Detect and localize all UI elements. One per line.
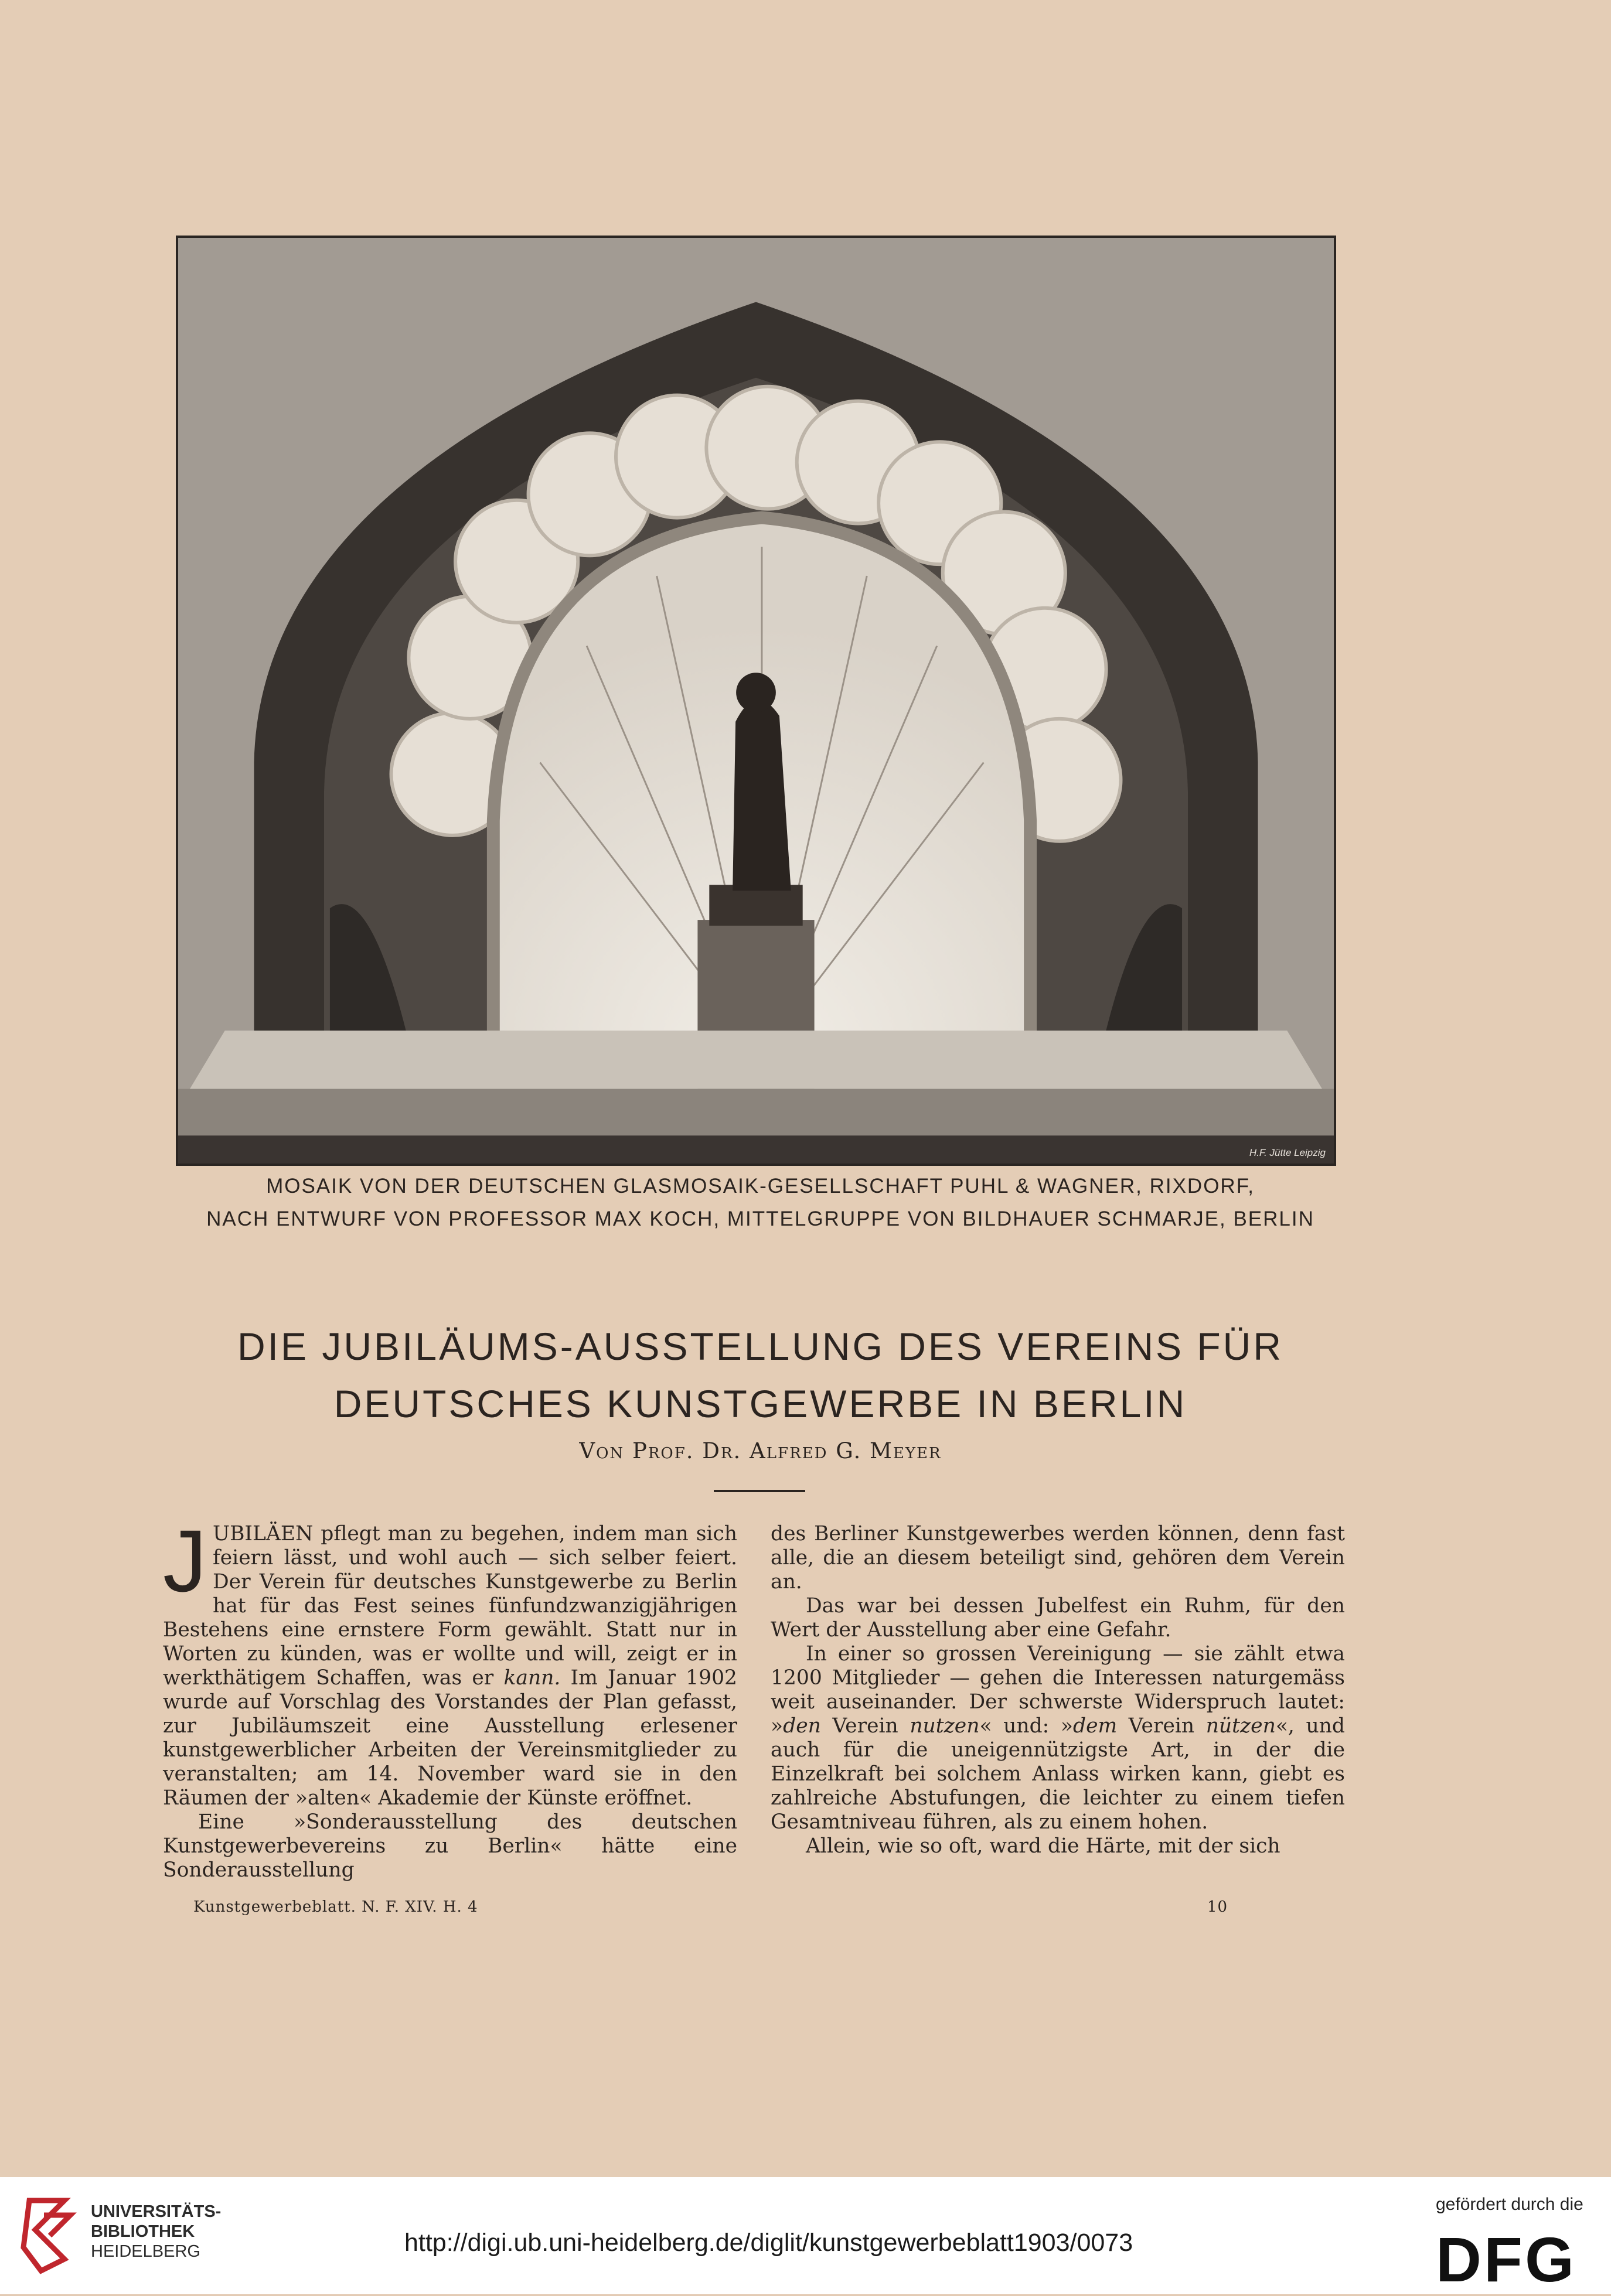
article-title-line1: DIE JUBILÄUMS-AUSSTELLUNG DES VEREINS FÜR [237,1325,1283,1368]
photo-caption-line1: MOSAIK VON DER DEUTSCHEN GLASMOSAIK-GESELLSCHAFT PUHL & WAGNER, RIXDORF, [266,1175,1255,1198]
left-column [163,1512,737,1882]
journal-footer: Kunstgewerbeblatt. N. F. XIV. H. 4 [193,1898,478,1916]
paragraph: des Berliner Kunstgewerbes werden können, denn fast alle, die an diesem beteiligt sind, gehören dem Verein an. [771,1522,1345,1594]
university-library-logo-icon[interactable] [18,2189,82,2277]
article-title-line2: DEUTSCHES KUNSTGEWERBE IN BERLIN [333,1382,1187,1425]
permalink-url[interactable]: http://digi.ub.uni-heidelberg.de/diglit/kunstgewerbeblatt1903/0073 [404,2229,1133,2257]
paragraph: Das war bei dessen Jubelfest ein Ruhm, für den Wert der Ausstellung aber eine Gefahr. [771,1594,1345,1642]
library-name: UNIVERSITÄTS- BIBLIOTHEK HEIDELBERG [91,2202,222,2261]
right-column [771,1522,1345,1858]
paragraph: In einer so grossen Vereinigung — sie zählt etwa 1200 Mitglieder — gehen die Interessen naturgemäss weit auseinander. Der schwerste Widerspruch lautet: »den Verein nutzen« und: »dem Verein nützen«, und auch für die uneigennützigste Art, in der die Einzelkraft bei solchem Anlass wirken kann, giebt es zahlreiche Abstufungen, die leichter zu einem tiefen Gesamtniveau führen, als zu einem hohen. [771,1642,1345,1834]
mosaic-illustration [178,238,1334,1164]
photo-caption-line2: NACH ENTWURF VON PROFESSOR MAX KOCH, MITTELGRUPPE VON BILDHAUER SCHMARJE, BERLIN [206,1207,1314,1230]
drop-cap: J [163,1512,207,1610]
page-number: 10 [1207,1898,1228,1916]
byline: Von Prof. Dr. Alfred G. Meyer [579,1438,942,1463]
paragraph: JUBILÄEN pflegt man zu begehen, indem man sich feiern lässt, und wohl auch — sich selber feiert. Der Verein für deutsches Kunstgewerbe zu Berlin hat für das Fest seines fünfundzwanzigjährigen Bestehens eine ernstere Form gewählt. Statt nur in Worten zu künden, was er wollte und will, zeigt er in werkthätigem Schaffen, was er kann. Im Januar 1902 wurde auf Vorschlag des Vorstandes der Plan gefasst, zur Jubiläumszeit eine Ausstellung erlesener kunstgewerblicher Arbeiten der Vereinsmitglieder zu veranstalten; am 14. November ward sie in den Räumen der »alten« Akademie der Künste eröffnet. [163,1512,737,1810]
mosaic-photograph [176,236,1336,1166]
title-rule [714,1490,805,1492]
printer-mark: H.F. Jütte Leipzig [1249,1147,1326,1158]
paragraph: Eine »Sonderausstellung des deutschen Kunstgewerbevereins zu Berlin« hätte eine Sonderausstellung [163,1810,737,1882]
funded-by-label: gefördert durch die [1436,2195,1583,2214]
footer-bar [0,2177,1611,2294]
paragraph: Allein, wie so oft, ward die Härte, mit der sich [806,1834,1280,1858]
dfg-logo[interactable]: DFG [1436,2224,1576,2295]
